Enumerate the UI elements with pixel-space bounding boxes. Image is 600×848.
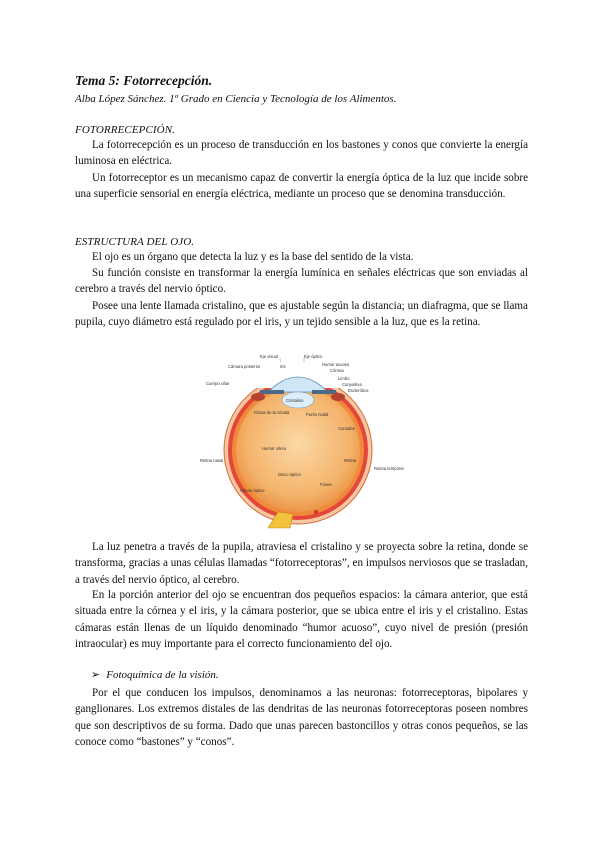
label-nervio-optico: Nervio óptico [240,488,265,493]
label-retina-temporal: Retina temporal [374,466,404,471]
label-humor-vitreo: Humor vítreo [262,446,287,451]
label-retina-nasal: Retina nasal [200,458,224,463]
eye-anatomy-figure [198,352,404,528]
label-iris: Iris [280,364,286,369]
paragraph: Por el que conducen los impulsos, denominamos a las neuronas: fotorreceptoras, bipolares y ganglionares. Los extremos distales de las dendritas de las neuronas fotorreceptoras poseen nombres que son descriptivos de su forma. Dado que unas parecen bastoncillos y otras conos pequeños, se las conoce como “bastones” y “conos”. [75,687,528,749]
label-fovea: Fóvea [320,482,332,487]
paragraph: Posee una lente llamada cristalino, que es ajustable según la distancia; un diafragma, que se llama pupila, cuyo diámetro está regulado por el iris, y un tejido sensible a la luz, que es la retina. [75,300,528,329]
label-eje-optico: Eje óptico [304,354,323,359]
label-conjuntiva: Conjuntiva [342,382,362,387]
label-retina: Retina [344,458,357,463]
label-cuerpo-ciliar: Cuerpo ciliar [206,381,230,386]
iris-right [312,390,336,394]
bullet-label: Fotoquímica de la visión. [106,669,219,681]
paragraph: La fotorrecepción es un proceso de transducción en los bastones y conos que convierte la energía luminosa en eléctrica. [75,139,528,168]
ciliary-body-right [331,393,345,401]
label-cornea: Córnea [330,368,344,373]
paragraph: Su función consiste en transformar la energía lumínica en señales eléctricas que son enviadas al cerebro a través del nervio óptico. [75,267,528,296]
fovea-mark [314,510,318,514]
document-subtitle: Alba López Sánchez. 1º Grado en Ciencia y Tecnología de los Alimentos. [75,93,397,105]
paragraph: El ojo es un órgano que detecta la luz y es la base del sentido de la vista. [92,251,414,263]
paragraph: La luz penetra a través de la pupila, atraviesa el cristalino y se proyecta sobre la retina, donde se transforma, gracias a unas células llamadas “fotorreceptoras”, en impulsos nerviosos que se trasladan, a través del nervio óptico, al cerebro. [75,541,528,586]
label-esclerotica: Esclerótica [348,388,369,393]
document-title: Tema 5: Fotorrecepción. [75,73,213,88]
paragraph: En la porción anterior del ojo se encuentran dos pequeños espacios: la cámara anterior, que está situada entre la córnea y el iris, y la cámara posterior, que se ubica entre el iris y el cristalino. Estas cámaras están llenas de un líquido denominado “humor acuoso”, cuyo nivel de presión (presión intraocular) es muy importante para el correcto funcionamiento del ojo. [75,589,528,651]
arrow-bullet-icon: ➢ [91,669,101,681]
label-camara-posterior: Cámara posterior [228,364,261,369]
section-heading-fotorrecepcion: FOTORRECEPCIÓN. [75,124,175,136]
label-fibras-zonula: Fibras de la zónula [254,410,290,415]
bullet-fotoquimica [91,668,219,681]
ciliary-body-left [251,393,265,401]
label-cristalino: Cristalino [286,398,304,403]
paragraph: Un fotorreceptor es un mecanismo capaz de convertir la energía óptica de la luz que incide sobre una superficie sensorial en energía eléctrica, mediante un proceso que se denomina transducción. [75,172,528,201]
label-coroides: Coroides [338,426,355,431]
label-punto-nodal: Punto nodal [306,412,329,417]
label-limbo: Limbo [338,376,350,381]
iris-left [260,390,284,394]
label-humor-acuoso: Humor acuoso [322,362,350,367]
label-eje-visual: Eje visual [260,354,278,359]
section-heading-estructura-ojo: ESTRUCTURA DEL OJO. [75,236,195,248]
label-disco-optico: Disco óptico [278,472,301,477]
